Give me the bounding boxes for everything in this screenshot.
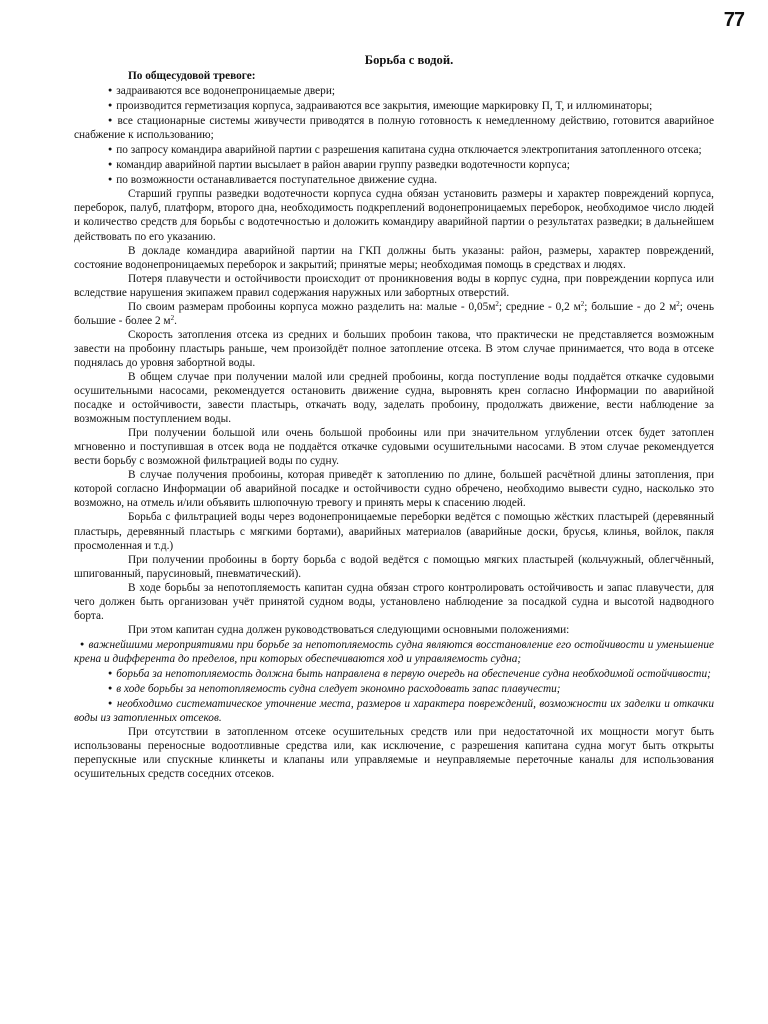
paragraph-portable-drainage: При отсутствии в затопленном отсеке осушительных средств или при недостаточной их мощности могут быть использованы переносные водоотливные средства или, как исключение, с разрешения капитана судна могут быть открыты перепускные или спускные клинкеты и клапаны или управляемые и неуправляемые переточные каналы для использования осушительных средств соседних отсеков. <box>74 726 714 781</box>
alarm-list-item: ● все стационарные системы живучести приводятся в полную готовность к немедленному действию, готовится аварийное снабжение к использованию; <box>74 113 714 142</box>
paragraph-small-hole: В общем случае при получении малой или средней пробоины, когда поступление воды поддаётся откачке судовыми осушительными насосами, рекомендуется остановить движение судна, выровнять крен согласно Информации по аварийной посадке и остойчивости, завести пластырь, откачать воду, заделать пробоину, продолжать движение, вести наблюдение за возможным поступлением воды. <box>74 370 714 426</box>
principle-item: ● важнейшими мероприятиями при борьбе за непотопляемость судна являются восстановление его остойчивости и уменьшение крена и дифферента до пределов, при которых обеспечиваются ход и управляемость судна; <box>74 637 714 666</box>
page-number: 77 <box>723 9 744 31</box>
alarm-list-item: ● командир аварийной партии высылает в район аварии группу разведки водотечности корпуса; <box>74 157 714 172</box>
alarm-list-item: ● по возможности останавливается поступательное движение судна. <box>74 172 714 187</box>
paragraph-soft-patches: При получении пробоины в борту борьба с водой ведётся с помощью мягких пластырей (кольчужный, облегчённый, шпигованный, парусиновый, пневматический). <box>74 553 714 580</box>
section-subtitle: По общесудовой тревоге: <box>128 70 256 82</box>
paragraph-reconnaissance: Старший группы разведки водотечности корпуса судна обязан установить размеры и характер повреждений корпуса, переборок, палуб, платформ, второго дна, необходимость подкреплений водонепроницаемых переборок, необходимое число людей и количество средств для борьбы с водотечностью и доложить командиру аварийной партии о результатах разведки; в дальнейшем действовать по его указанию. <box>74 188 714 243</box>
alarm-list-item: ● производится герметизация корпуса, задраиваются все закрытия, имеющие маркировку П, Т, и иллюминаторы; <box>74 98 714 113</box>
paragraph-hole-sizes: По своим размерам пробоины корпуса можно разделить на: малые - $0,05м^2$; средние - 0,2 $м^2$; большие - до 2 $м^2$; очень большие - более 2 $м^2$. <box>74 299 714 327</box>
page-title: Борьба с водой. <box>364 53 454 67</box>
paragraph-report: В докладе командира аварийной партии на ГКП должны быть указаны: район, размеры, характер повреждений, состояние водонепроницаемых переборок и закрытий; принятые меры; необходимая помощь в средствах и людях. <box>74 244 714 271</box>
principle-item: ● необходимо систематическое уточнение места, размеров и характера повреждений, возможности их заделки и откачки воды из затопленных отсеков. <box>74 696 714 725</box>
principle-item: ● борьба за непотопляемость должна быть направлена в первую очередь на обеспечение судна необходимой остойчивости; <box>74 666 714 681</box>
paragraph-beaching: В случае получения пробоины, которая приведёт к затоплению по длине, большей расчётной длины затопления, при которой согласно Информации об аварийной посадке и остойчивости судно обречено, необходимо вывести судно, насколько это возможно, на отмель и/или объявить шлюпочную тревогу и принять меры к спасению людей. <box>74 469 714 510</box>
paragraph-filtration: Борьба с фильтрацией воды через водонепроницаемые переборки ведётся с помощью жёстких пластырей (деревянный пластырь, деревянный пластырь с мягкими бортами), аварийных материалов (аварийные доски, брусья, клинья, войлок, пакля просмоленная и т.д.) <box>74 511 714 552</box>
paragraph-principles-intro: При этом капитан судна должен руководствоваться следующими основными положениями: <box>128 623 570 636</box>
paragraph-buoyancy-loss: Потеря плавучести и остойчивости происходит от проникновения воды в корпус судна, при повреждении корпуса или вследствие нарушения экипажем правил содержания наружных или забортных отверстий. <box>74 272 714 299</box>
alarm-list-item: ● задраиваются все водонепроницаемые двери; <box>74 83 714 98</box>
principle-item: ● в ходе борьбы за непотопляемость судна следует экономно расходовать запас плавучести; <box>74 681 714 696</box>
paragraph-flooding-speed: Скорость затопления отсека из средних и больших пробоин такова, что практически не представляется возможным завести на пробоину пластырь раньше, чем произойдёт полное затопление отсека. В этом случае принимается, что вода в отсеке поднялась до уровня забортной воды. <box>74 328 714 369</box>
paragraph-large-hole: При получении большой или очень большой пробоины или при значительном углублении отсек будет затоплен мгновенно и поступившая в отсек вода не поддаётся откачке судовыми осушительными насосами. В этом случае рекомендуется вести борьбу с возможной фильтрацией воды по судну. <box>74 427 714 468</box>
paragraph-stability-control: В ходе борьбы за непотопляемость капитан судна обязан строго контролировать остойчивость и запас плавучести, для чего должен быть организован учёт принятой судном воды, установлено наблюдение за посадкой судна и высотой надводного борта. <box>74 581 714 622</box>
alarm-list-item: ● по запросу командира аварийной партии с разрешения капитана судна отключается электропитания затопленного отсека; <box>74 142 714 157</box>
